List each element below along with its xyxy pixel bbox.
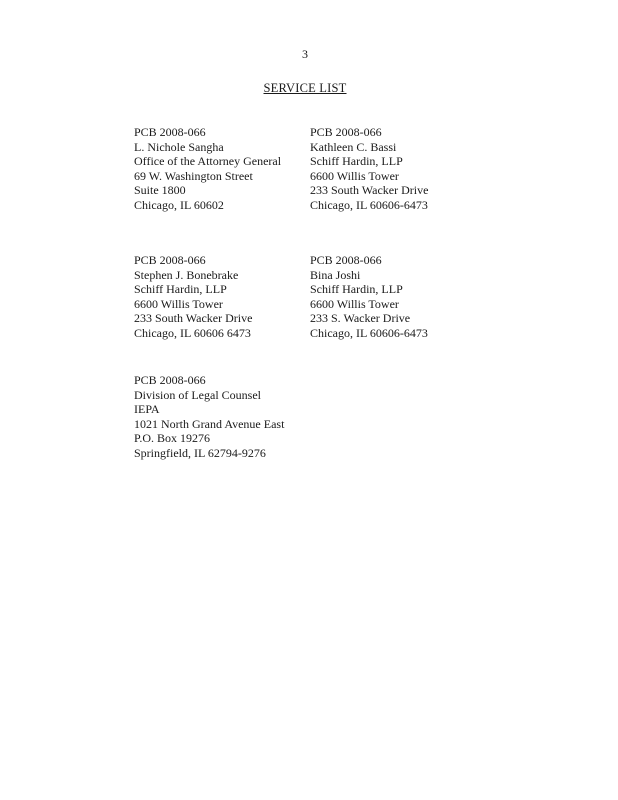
page-number: 3 (302, 47, 308, 61)
organization: Schiff Hardin, LLP (310, 282, 403, 297)
service-entry-joshi (310, 253, 480, 341)
case-number: PCB 2008-066 (134, 373, 206, 387)
city-state-zip: Chicago, IL 60602 (134, 197, 224, 212)
organization: Schiff Hardin, LLP (310, 154, 403, 169)
city-state-zip: Chicago, IL 60606 6473 (134, 325, 251, 340)
street-address: 233 S. Wacker Drive (310, 311, 411, 326)
recipient-name: Bina Joshi (310, 267, 361, 282)
recipient-name: Kathleen C. Bassi (310, 139, 397, 154)
po-box: P.O. Box 19276 (134, 431, 211, 446)
organization: Schiff Hardin, LLP (134, 282, 227, 297)
service-entry-iepa (134, 373, 334, 461)
case-number: PCB 2008-066 (134, 253, 206, 267)
page-title: SERVICE LIST (263, 81, 347, 95)
suite: Suite 1800 (134, 183, 186, 198)
building-address: 6600 Willis Tower (310, 296, 399, 311)
service-entry-bassi (310, 125, 480, 213)
division-name: Division of Legal Counsel (134, 387, 261, 402)
organization: IEPA (134, 402, 160, 417)
building-address: 6600 Willis Tower (134, 296, 223, 311)
city-state-zip: Springfield, IL 62794-9276 (134, 445, 266, 460)
street-address: 69 W. Washington Street (134, 168, 253, 183)
recipient-name: Stephen J. Bonebrake (134, 267, 239, 282)
street-address: 233 South Wacker Drive (134, 311, 253, 326)
case-number: PCB 2008-066 (310, 253, 382, 267)
case-number: PCB 2008-066 (310, 125, 382, 139)
city-state-zip: Chicago, IL 60606-6473 (310, 325, 428, 340)
case-number: PCB 2008-066 (134, 125, 206, 139)
city-state-zip: Chicago, IL 60606-6473 (310, 197, 428, 212)
organization: Office of the Attorney General (134, 154, 282, 169)
service-entry-bonebrake (134, 253, 304, 341)
recipient-name: L. Nichole Sangha (134, 139, 224, 154)
street-address: 233 South Wacker Drive (310, 183, 429, 198)
street-address: 1021 North Grand Avenue East (134, 416, 285, 431)
building-address: 6600 Willis Tower (310, 168, 399, 183)
service-entry-sangha (134, 125, 304, 213)
